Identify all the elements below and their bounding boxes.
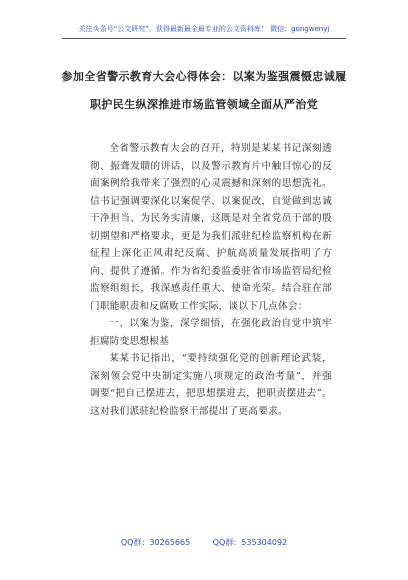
paragraph-section-body-1: 某某书记指出，“要持续强化党的创新理论武装，深刻领会党中央制定实施八项规定的政治考量”，并强调要“把自己摆进去，把思想摆进去，把职责摆进去”。这对我们派驻纪检监察干部提出了更高要求。 bbox=[90, 353, 332, 417]
header-divider bbox=[62, 38, 346, 39]
document-title-line-1: 参加全省警示教育大会心得体会：以案为鉴强震慑忠诚履 bbox=[61, 70, 347, 83]
page-footer bbox=[0, 537, 408, 548]
paragraph-section-heading-1: 一、以案为鉴，深学细悟，在强化政治自觉中筑牢拒腐防变思想根基 bbox=[90, 318, 332, 347]
footer-qq-group-1: QQ群：30265665 bbox=[120, 538, 191, 547]
footer-qq-group-2: QQ群：535304092 bbox=[212, 538, 288, 547]
document-body bbox=[90, 140, 332, 420]
document-title-line-2: 职护民生纵深推进市场监管领域全面从严治党 bbox=[90, 98, 318, 111]
paragraph-intro: 全省警示教育大会的召开，特别是某某书记深刻透彻、振聋发聩的讲话，以及警示教育片中触目惊心的反面案例给我带来了强烈的心灵震撼和深刻的思想洗礼。信书记强调要深化以案促学、以案促改，自觉做到忠诚干净担当、为民务实清廉，这既是对全省党员干部的殷切期望和严格要求，更是为我们派驻纪检监察机构在新征程上深化正风肃纪反腐、护航高质量发展指明了方向、提供了遵循。作为省纪委监委驻省市场监管局纪检监察组组长，我深感责任重大、使命光荣。结合驻在部门职能职责和反腐败工作实际，谈以下几点体会： bbox=[90, 143, 332, 312]
page-header: 关注头条号“公文研究”，获得最新最全最专业的公文资料库！ 微信：gongwenyj bbox=[78, 25, 330, 33]
